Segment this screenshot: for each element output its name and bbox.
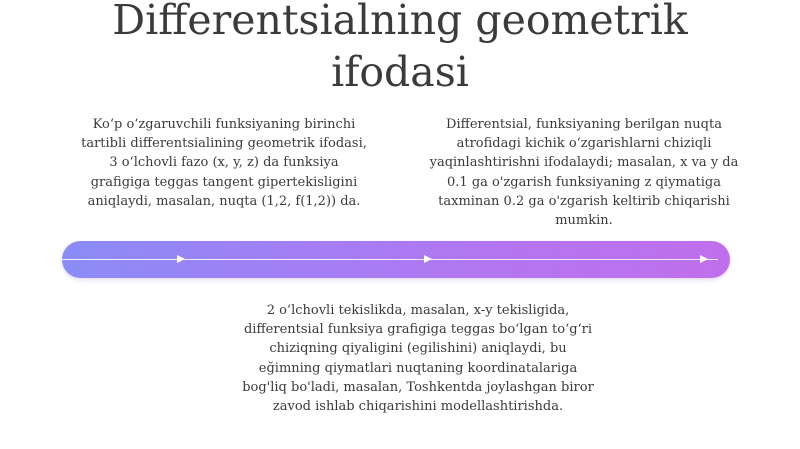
arrow-right-icon (177, 255, 185, 263)
paragraph-left: Ko‘p o‘zgaruvchili funksiyaning birinchi tartibli differentsialining geometrik ifodasi, 3 o‘lchovli fazo (x, y, z) da funksiya grafigiga teggas tangent gipertekisligini aniqlaydi, masalan, nuqta (1,2, f(1,2)) da. (81, 117, 367, 209)
arrow-right-icon (424, 255, 432, 263)
timeline-line (62, 259, 718, 260)
slide-title: Differentsialning geometrik ifodasi (112, 0, 688, 96)
paragraph-bottom: 2 o‘lchovli tekislikda, masalan, x-y tekisligida, differentsial funksiya grafigiga teggas bo‘lgan to‘g‘ri chiziqning qiyaligini (egilishini) aniqlaydi, bu eğimning qiymatlari nuqtaning koordinatalariga bog'liq bo'ladi, masalan, Toshkentda joylashgan biror zavod ishlab chiqarishini modellashtirishda. (242, 303, 594, 415)
paragraph-right: Differentsial, funksiyaning berilgan nuqta atrofidagi kichik o‘zgarishlarni chiziqli yaqinlashtirishni ifodalaydi; masalan, x va y da 0.1 ga o'zgarish funksiyaning z qiymatiga taxminan 0.2 ga o'zgarish keltirib chiqarishi mumkin. (429, 117, 739, 229)
timeline-bar (62, 241, 730, 278)
arrow-right-icon (700, 255, 708, 263)
